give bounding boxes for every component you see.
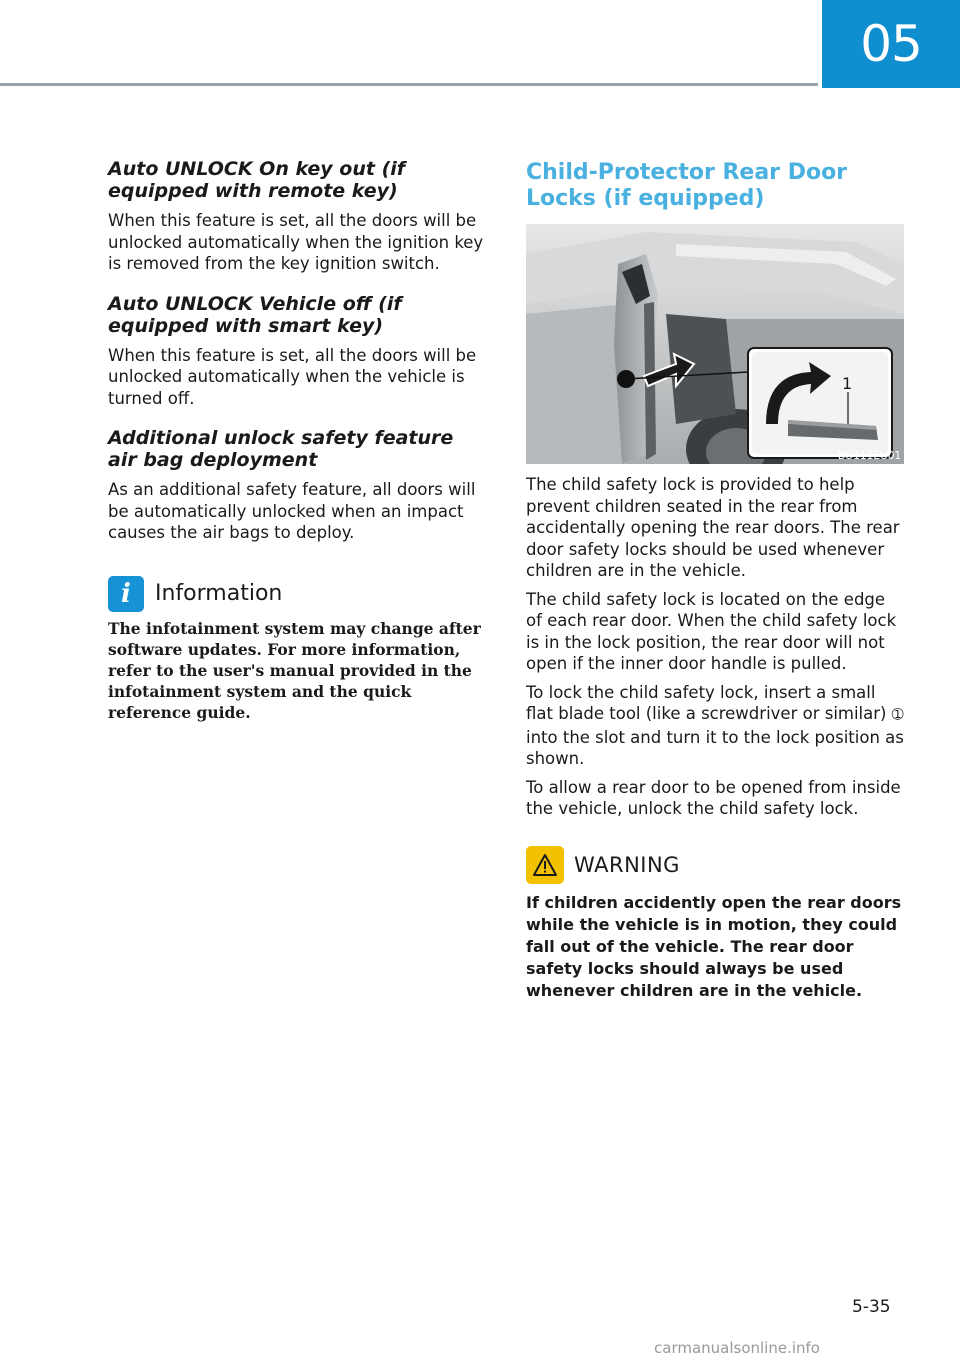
warning-triangle-icon <box>532 853 558 877</box>
child-lock-paragraph-3-lead: To lock the child safety lock, insert a small flat blade tool (like a screwdriver or similar) <box>526 682 892 723</box>
circled-number-1: ➀ <box>891 707 904 723</box>
chapter-tab <box>822 0 960 88</box>
section-heading-airbag-unlock: Additional unlock safety feature air bag deployment <box>108 427 454 471</box>
warning-header <box>526 846 904 884</box>
child-lock-paragraph-3-tail: into the slot and turn it to the lock position as shown. <box>526 727 904 768</box>
figure-callout-1: 1 <box>842 374 853 393</box>
child-lock-paragraph-4: To allow a rear door to be opened from inside the vehicle, unlock the child safety lock. <box>526 777 901 818</box>
section-heading-auto-unlock-key-out: Auto UNLOCK On key out (if equipped with remote key) <box>108 158 406 202</box>
page-number: 5-35 <box>852 1297 891 1317</box>
right-column <box>526 160 904 1009</box>
child-lock-paragraph-3 <box>526 682 904 770</box>
header-rule <box>0 83 818 86</box>
child-lock-figure <box>526 224 904 464</box>
child-lock-title: Child-Protector Rear Door Locks (if equipped) <box>526 160 848 211</box>
warning-body: If children accidently open the rear doors while the vehicle is in motion, they could fall out of the vehicle. The rear door safety locks should always be used whenever children are in the vehicle. <box>526 892 902 1000</box>
left-column <box>108 158 488 723</box>
watermark: carmanualsonline.info <box>654 1339 820 1357</box>
info-icon: i <box>108 576 144 612</box>
child-lock-paragraph-2: The child safety lock is located on the edge of each rear door. When the child safety lock is in the lock position, the rear door will not open if the inner door handle is pulled. <box>526 589 897 673</box>
information-body: The infotainment system may change after software updates. For more information, refer to the user's manual provided in the infotainment system and the quick reference guide. <box>108 618 481 722</box>
chapter-number: 05 <box>860 15 922 73</box>
section-body-auto-unlock-key-out: When this feature is set, all the doors will be unlocked automatically when the ignition key is removed from the key ignition switch. <box>108 211 484 273</box>
section-heading-auto-unlock-vehicle-off: Auto UNLOCK Vehicle off (if equipped with smart key) <box>108 292 402 337</box>
section-body-auto-unlock-vehicle-off: When this feature is set, all the doors will be unlocked automatically when the vehicle is turned off. <box>108 345 477 408</box>
child-lock-illustration <box>526 224 904 464</box>
section-body-airbag-unlock: As an additional safety feature, all doors will be automatically unlocked when an impact causes the air bags to deploy. <box>108 480 476 542</box>
warning-title: WARNING <box>574 852 680 877</box>
child-lock-paragraph-1: The child safety lock is provided to help prevent children seated in the rear from accidentally opening the rear doors. The rear door safety locks should be used whenever children are in the vehicle. <box>526 475 900 580</box>
information-title: Information <box>155 581 283 606</box>
figure-code: BO111EU01 <box>837 449 901 462</box>
warning-icon <box>526 846 564 884</box>
information-header <box>108 576 488 612</box>
